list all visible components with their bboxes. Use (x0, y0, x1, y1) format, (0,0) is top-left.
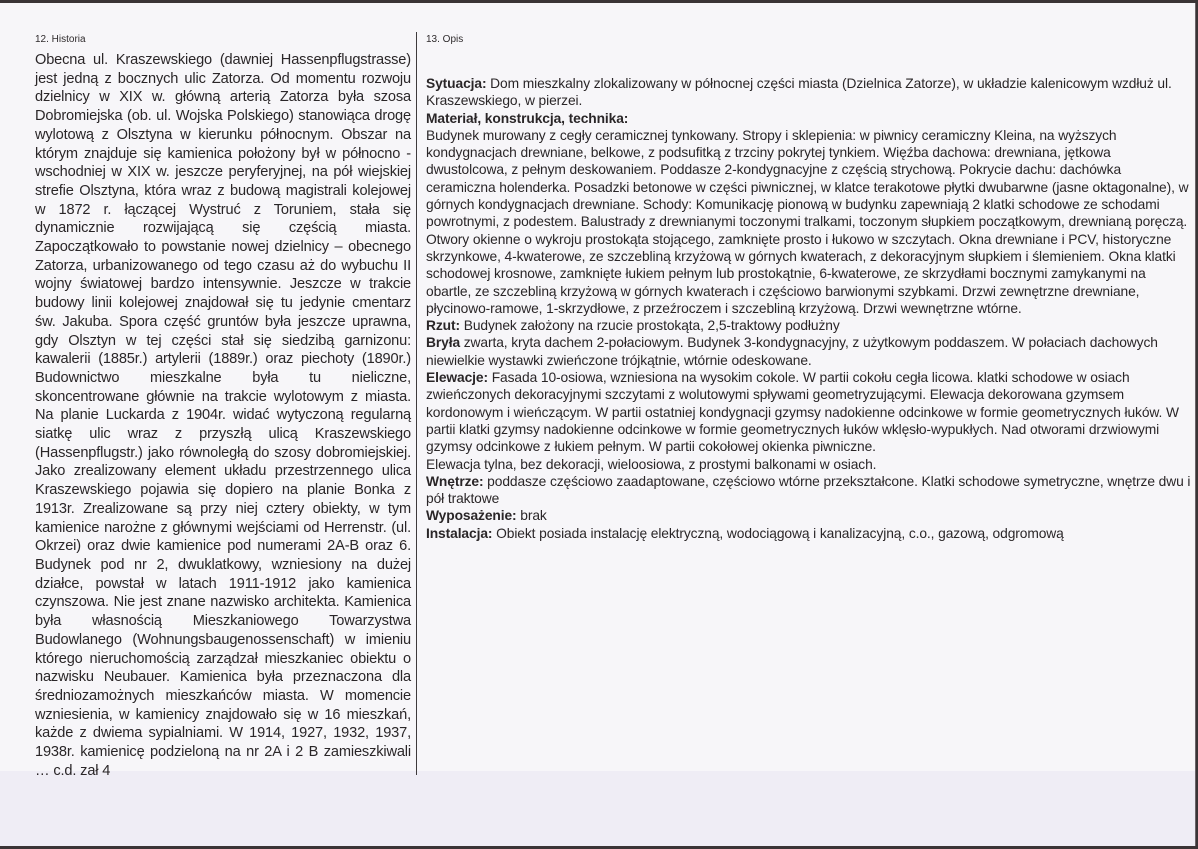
opis-rzut (426, 317, 1191, 334)
heading-rzut: Rzut: (426, 318, 460, 334)
text-rzut: Budynek założony na rzucie prostokąta, 2,5-traktowy podłużny (459, 318, 840, 334)
text-wnetrze: poddasze częściowo zaadaptowane, częściowo wtórne przekształcone. Klatki schodowe symetryczne, wnętrze dwu i pół traktowe (426, 473, 1191, 507)
heading-instalacja: Instalacja: (426, 525, 493, 541)
opis-wyposazenie (426, 507, 1191, 524)
opis-section (426, 75, 1191, 542)
text-sytuacja: Dom mieszkalny zlokalizowany w północnej części miasta (Dzielnica Zatorze), w układzie kalenicowym wzdłuż ul. Kraszewskiego, w pierzei. (426, 76, 1172, 109)
opis-wnetrze (426, 473, 1191, 508)
scanned-record-page (0, 3, 1196, 846)
heading-sytuacja: Sytuacja: (426, 76, 487, 91)
opis-material-text (426, 127, 1191, 317)
section-label-historia: 12. Historia (35, 34, 86, 45)
text-elewacje: Fasada 10-osiowa, wzniesiona na wysokim cokole. W partii cokołu cegła licowa. klatki schodowe w osiach zwieńczonych dekoracyjnymi szczytami z wolutowymi spływami geometryzującymi. Elewacja dekorowana gzymsem kordonowym i wieńczącym. W partii ostatniej kondygnacji gzymsy nadokienne odcinkowe w formie geometrycznych łuków. W partii klatki gzymsy nadokienne odcinkowe w formie geometrycznych łuków wklęsło-wypukłych. Nad otworami drzwiowymi gzymsy odcinkowe z łukiem pełnym. W partii cokołowej okienka piwniczne. (426, 370, 1179, 455)
text-material: Budynek murowany z cegły ceramicznej tynkowany. Stropy i sklepienia: w piwnicy ceramiczny Kleina, na wyższych kondygnacjach drewniane, belkowe, z podsufitką z trzciny pokrytej tynkiem. Więźba dachowa: drewniana, jętkowa dwustolcowa, z pełnym deskowaniem. Poddasze 2-kondygnacyjne z częścią strychową. Pokrycie dachu: dachówka ceramiczna holenderka. Posadzki betonowe w części piwnicznej, w klatce terakotowe płytki dwubarwne (jasne oktagonalne), w górnych kondygnacjach drewniane. Schody: Komunikację pionową w budynku zapewniają 2 klatki schodowe ze schodami powrotnymi, z podestem. Balustrady z drewnianymi toczonymi tralkami, toczonym słupkiem początkowym, drewnianą poręczą. Otwory okienne o wykroju prostokąta stojącego, zamknięte prosto i łukowo w szczytach. Okna drewniane i PCV, historyczne skrzynkowe, 4-kwaterowe, ze szczebliną krzyżową w górnych kwaterach, z dekoracyjnym słupkiem i ślemieniem. Okna klatki schodowej krosnowe, zamknięte łukiem pełnym lub prostokątnie, 6-kwaterowe, ze skrzydłami bocznymi zamykanymi na obartle, ze szczebliną krzyżową w górnych kwaterach i częściowo barwionymi szybkami. Drzwi zewnętrzne drewniane, płycinowo-ramowe, 1-skrzydłowe, z przeźroczem i szczebliną krzyżową. Drzwi wewnętrzne wtórne. (426, 127, 1189, 316)
opis-sytuacja (426, 75, 1191, 110)
text-instalacja: Obiekt posiada instalację elektryczną, wodociągową i kanalizacyjną, c.o., gazową, odgromową (492, 525, 1064, 541)
opis-bryla (426, 334, 1191, 369)
opis-material-heading (426, 110, 1191, 127)
text-wyposazenie: brak (516, 508, 547, 524)
page-edge (1195, 3, 1196, 846)
heading-wnetrze: Wnętrze: (426, 473, 484, 489)
heading-material: Materiał, konstrukcja, technika: (426, 110, 629, 126)
column-divider (416, 32, 417, 775)
section-label-opis: 13. Opis (426, 34, 464, 45)
opis-elewacje (426, 369, 1191, 455)
heading-elewacje: Elewacje: (426, 370, 488, 386)
historia-section (35, 51, 411, 780)
text-elewacja-tylna: Elewacja tylna, bez dekoracji, wieloosiowa, z prostymi balkonami w osiach. (426, 456, 877, 472)
scan-shading (0, 771, 1196, 846)
opis-instalacja (426, 525, 1191, 542)
heading-wyposazenie: Wyposażenie: (426, 508, 517, 524)
opis-elewacja-tylna (426, 456, 1191, 473)
heading-bryla: Bryła (426, 335, 461, 351)
historia-text: Obecna ul. Kraszewskiego (dawniej Hassenpflugstrasse) jest jedną z bocznych ulic Zatorza. Od momentu rozwoju dzielnicy w XIX w. główną arterią Zatorza była szosa Dobromiejska (ob. ul. Wojska Polskiego) stanowiąca drogę wylotową z Olsztyna w kierunku północnym. Obszar na którym znajduje się kamienica położony był w północno - wschodniej w XIX w. jeszcze peryferyjnej, na pół wiejskiej strefie Olsztyna, która wraz z budową magistrali kolejowej w 1872 r. łączącej Wystruć z Toruniem, stała się dynamicznie rozwijającą się częścią miasta. Zapoczątkowało to powstanie nowej dzielnicy – obecnego Zatorza, urbanizowanego od tego czasu aż do wybuchu II wojny światowej bardzo intensywnie. Jeszcze w trakcie budowy linii kolejowej znajdował się tu jedynie cmentarz św. Jakuba. Spora część gruntów była jeszcze uprawna, gdy Olsztyn w tej części stał się siedzibą garnizonu: kawalerii (1885r.) artylerii (1889r.) oraz piechoty (1890r.) Budownictwo mieszkalne była tu nieliczne, skoncentrowane głównie na trakcie wylotowym z miasta. Na planie Luckarda z 1904r. widać wytyczoną regularną siatkę ulic wraz z przyszłą ulicą Kraszewskiego (Hassenpflugstr.) jako równoległą do szosy dobromiejskiej. Jako zrealizowany element układu przestrzennego ulica Kraszewskiego pojawia się dopiero na planie Bonka z 1913r. Zrealizowane są przy niej cztery obiekty, w tym kamienice narożne z głównymi wejściami od Herrenstr. (ul. Okrzei) oraz dwie kamienice pod numerami 2A-B oraz 6. Budynek pod nr 2, dwuklatkowy, wzniesiony na dużej działce, powstał w latach 1911-1912 jako kamienica czynszowa. Nie jest znane nazwisko architekta. Kamienica była własnością Mieszkaniowego Towarzystwa Budowlanego (Wohnungsbaugenossenschaft) w imieniu którego nieruchomością zarządzał mieszkaniec obiektu o nazwisku Neubauer. Kamienica była przeznaczona dla średniozamożnych mieszkańców miasta. W momencie wzniesienia, w kamienicy znajdowało się w 16 mieszkań, każde z dwiema sypialniami. W 1914, 1927, 1932, 1937, 1938r. kamienicę podzieloną na nr 2A i 2 B zamieszkiwali … c.d. zał 4 (35, 52, 411, 779)
text-bryla: zwarta, kryta dachem 2-połaciowym. Budynek 3-kondygnacyjny, z użytkowym poddaszem. W połaciach dachowych niewielkie wystawki zwieńczone trójkątnie, wtórnie odeskowane. (426, 335, 1158, 368)
